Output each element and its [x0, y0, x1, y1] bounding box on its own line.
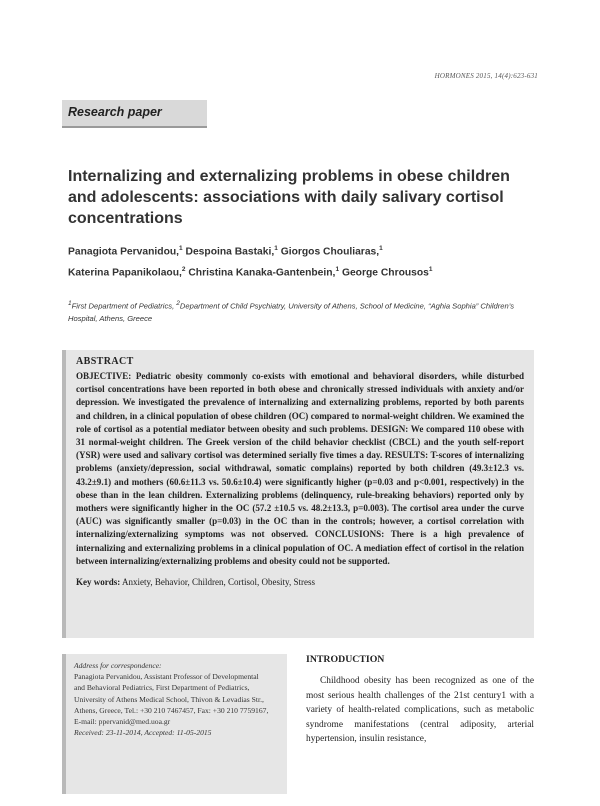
affiliation-text: Department of Child Psychiatry, University of Athens, School of Medicine, “Aghia Sophia” Children’s Hospital, Athens, Greece — [68, 301, 515, 323]
author-affiliation-marker: 1 — [379, 245, 383, 252]
correspondence-line: Panagiota Pervanidou, Assistant Professor of Developmental — [74, 672, 259, 682]
author-affiliation-marker: 2 — [181, 266, 186, 274]
author-affiliation-marker: 1 — [428, 266, 433, 274]
introduction-heading: INTRODUCTION — [306, 654, 385, 665]
received-accepted-dates: Received: 23-11-2014, Accepted: 11-05-2015 — [74, 728, 212, 738]
affiliation-marker: 1 — [68, 300, 72, 307]
abstract-box — [62, 350, 534, 638]
abstract-heading: ABSTRACT — [76, 356, 134, 367]
correspondence-box — [62, 654, 287, 794]
author-list — [68, 240, 538, 283]
article-type-text: Research paper — [68, 105, 162, 119]
article-title: Internalizing and externalizing problems in obese children and adolescents: associations with daily salivary cortisol concentrations — [68, 168, 510, 227]
author-name: Christina Kanaka-Gantenbein, — [188, 267, 336, 279]
article-type-label — [62, 100, 207, 128]
affiliation-text: First Department of Pediatrics, — [71, 301, 177, 311]
author-name: Katerina Papanikolaou, — [68, 267, 182, 279]
abstract-text: OBJECTIVE: Pediatric obesity commonly co-exists with emotional and behavioral disorders, while disturbed cortisol concentrations have been reported in both obese and chronically stressed individuals with anxiety and/or depression. We investigated the prevalence of internalizing and externalizing problems, reported by both parents and children, in a clinical population of obese children (OC) compared to normal-weight children. We examined the role of cortisol as a potential mediator between obesity and such problems. DESIGN: We compared 110 obese with 31 normal-weight children. The Greek version of the child behavior checklist (CBCL) and the youth self-report (YSR) were used and salivary cortisol was determined serially five times a day. RESULTS: T-scores of internalizing problems (anxiety/depression, social withdrawal, somatic complains) reported by both children (49.3±12.3 vs. 43.2±9.1) and mothers (60.6±11.3 vs. 50.6±10.4) were significantly higher (p=0.03 and p<0.001, respectively) in the obese than in the lean children. Externalizing problems (delinquency, rule-breaking behaviors) reported only by mothers were significantly higher in the OC (57.2 ±10.5 vs. 48.2±13.3, p=0.003). The cortisol area under the curve (AUC) was significantly smaller (p=0.03) in the OC than in the controls; however, a cortisol correlation with internalizing/externalizing symptoms was not observed. CONCLUSIONS: There is a high prevalence of internalizing and externalizing problems in a clinical population of OC. A mediation effect of cortisol in the relation between internalizing/externalizing problems and obesity could not be supported. — [76, 371, 524, 566]
author-name: George Chrousos — [341, 267, 429, 279]
author-affiliation-marker: 1 — [335, 266, 340, 274]
keywords — [76, 576, 524, 588]
author-name: Giorgos Chouliaras, — [280, 246, 380, 258]
correspondence-email: E-mail: ppervanid@med.uoa.gr — [74, 717, 171, 727]
introduction-text: Childhood obesity has been recognized as one of the most serious health challenges of the 21st century1 with a variety of health-related complications, such as metabolic syndrome manifestations (central adiposity, arterial hypertension, insulin resistance, — [306, 676, 534, 744]
journal-reference: HORMONES 2015, 14(4):623-631 — [434, 72, 538, 80]
correspondence-line: Athens, Greece, Tel.: +30 210 7467457, Fax: +30 210 7759167, — [74, 705, 269, 715]
author-name: Panagiota Pervanidou, — [68, 246, 180, 258]
author-name: Despoina Bastaki, — [185, 246, 275, 258]
correspondence-line: and Behavioral Pediatrics, First Department of Pediatrics, — [74, 683, 250, 693]
correspondence-label: Address for correspondence: — [74, 661, 162, 670]
keywords-list: Anxiety, Behavior, Children, Cortisol, Obesity, Stress — [122, 577, 315, 588]
affiliation-marker: 2 — [176, 300, 180, 307]
keywords-label: Key words: — [76, 577, 121, 588]
affiliations — [68, 298, 538, 325]
author-affiliation-marker: 1 — [274, 245, 278, 252]
author-affiliation-marker: 1 — [179, 245, 183, 252]
correspondence-line: University of Athens Medical School, Thivon & Levadias Str., — [74, 694, 264, 704]
